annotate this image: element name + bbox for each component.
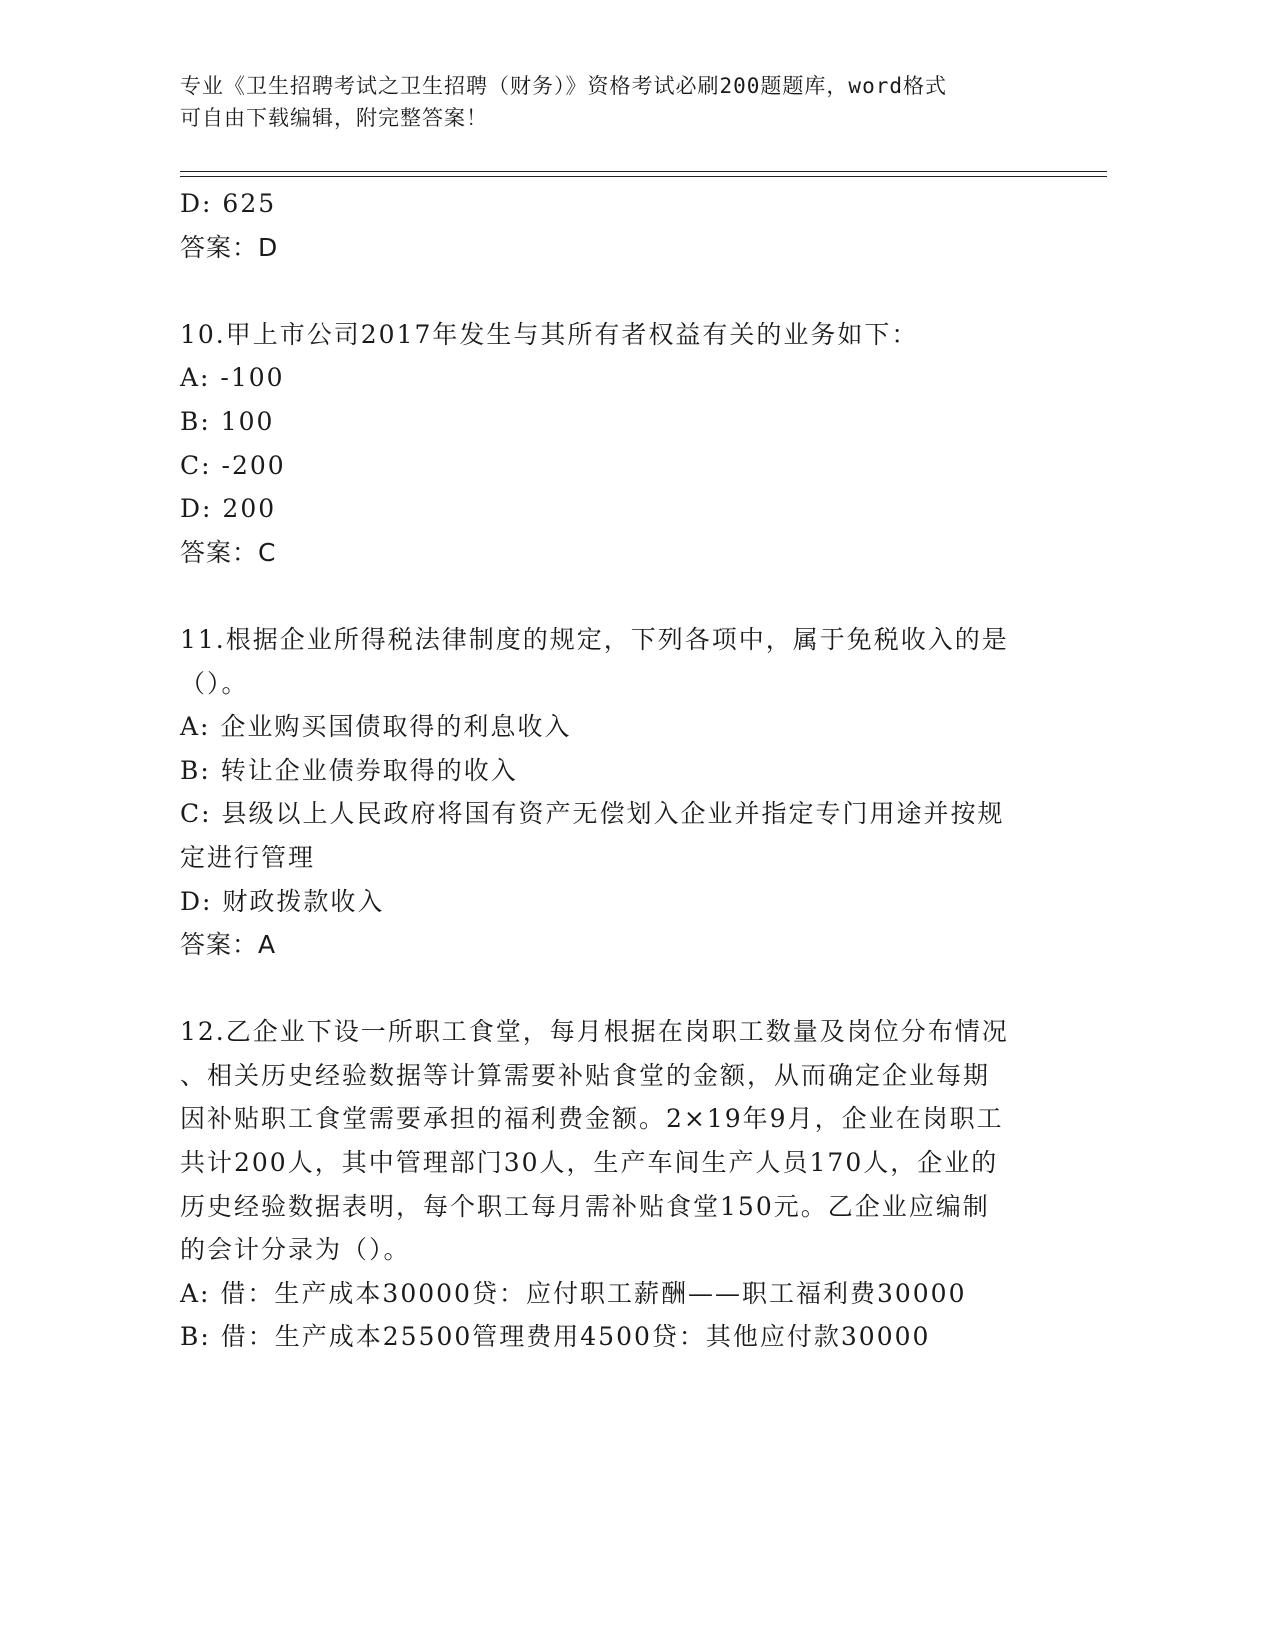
header-line-2: 可自由下载编辑，附完整答案！ [180,106,488,130]
option-a: A: -100 [180,363,285,393]
question-10 [180,313,1060,575]
question-stem-cont: （）。 [180,668,249,698]
header-divider-bottom [180,176,1107,177]
header-divider-top [180,171,1107,172]
spacer [180,967,1060,1011]
option-d: D: 200 [180,494,277,524]
option-d: D: 财政拨款收入 [180,886,385,916]
question-stem: 11.根据企业所得税法律制度的规定，下列各项中，属于免税收入的是 [180,624,1009,654]
document-header [180,70,1040,134]
answer-line: 答案：D [180,232,279,262]
question-stem-cont: 的会计分录为（）。 [180,1235,411,1265]
question-stem-cont: 共计200人，其中管理部门30人，生产车间生产人员170人，企业的 [180,1148,999,1178]
option-a: A: 企业购买国债取得的利息收入 [180,712,572,742]
option-b: B: 转让企业债券取得的收入 [180,755,518,785]
spacer [180,574,1060,618]
answer-line: 答案：C [180,537,277,567]
option-a: A: 借：生产成本30000贷：应付职工薪酬——职工福利费30000 [180,1278,967,1308]
question-9-tail [180,182,1060,269]
option-b: B: 100 [180,406,275,436]
option-d: D: 625 [180,189,277,218]
question-stem: 10.甲上市公司2017年发生与其所有者权益有关的业务如下： [180,319,919,349]
option-c-cont: 定进行管理 [180,842,316,872]
question-stem-cont: 、相关历史经验数据等计算需要补贴食堂的金额，从而确定企业每期 [180,1060,991,1090]
question-list [180,182,1060,1359]
question-stem: 12.乙企业下设一所职工食堂，每月根据在岗职工数量及岗位分布情况 [180,1017,1009,1047]
option-b: B: 借：生产成本25500管理费用4500贷：其他应付款30000 [180,1322,931,1352]
question-stem-cont: 历史经验数据表明，每个职工每月需补贴食堂150元。乙企业应编制 [180,1191,990,1221]
spacer [180,269,1060,313]
answer-line: 答案：A [180,930,277,960]
option-c: C: 县级以上人民政府将国有资产无偿划入企业并指定专门用途并按规 [180,799,1005,829]
question-stem-cont: 因补贴职工食堂需要承担的福利费金额。2×19年9月，企业在岗职工 [180,1104,1004,1134]
option-c: C: -200 [180,450,286,480]
question-12 [180,1010,1060,1359]
header-line-1: 专业《卫生招聘考试之卫生招聘（财务）》资格考试必刷200题题库，word格式 [180,74,947,98]
question-11 [180,618,1060,967]
